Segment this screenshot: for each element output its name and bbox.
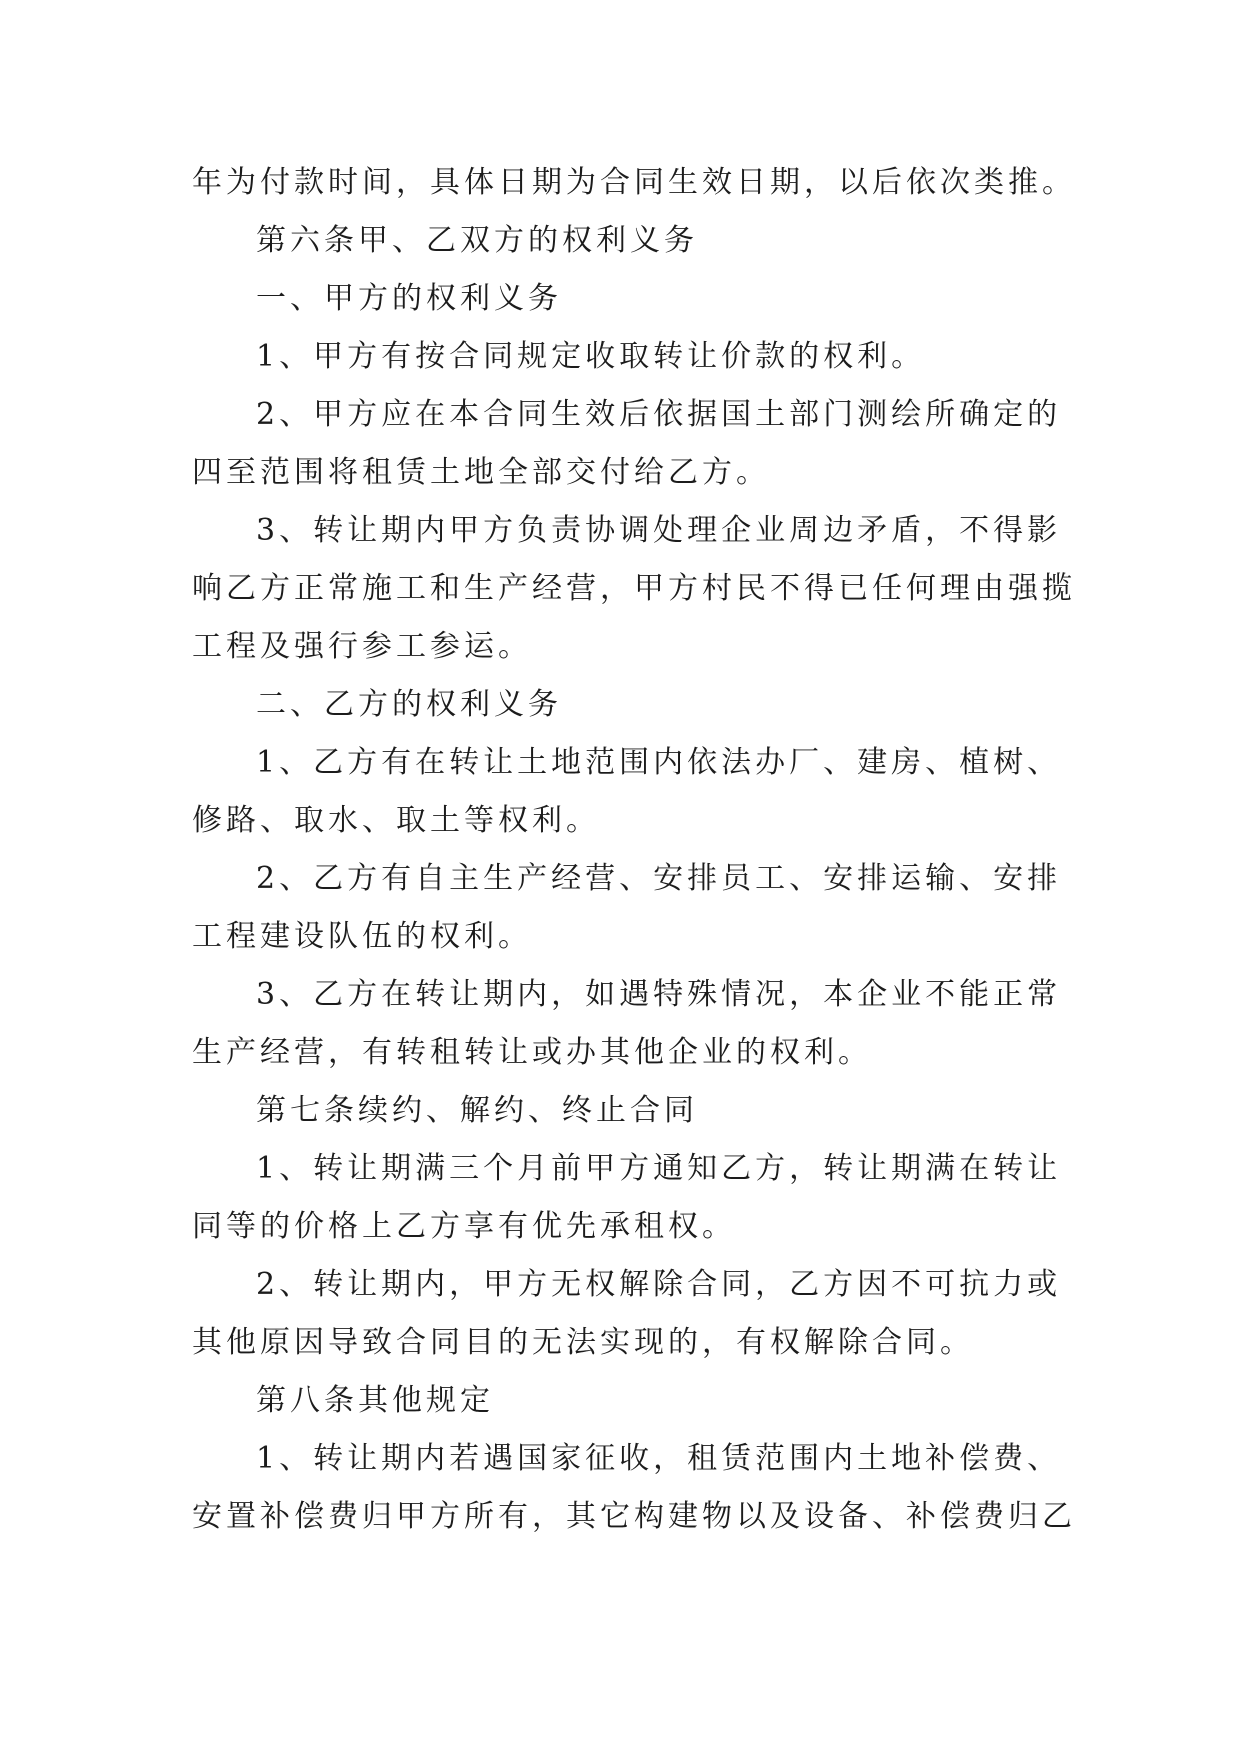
text-line: 2、转让期内，甲方无权解除合同，乙方因不可抗力或: [256, 1267, 1062, 1302]
text-line: 第六条甲、乙双方的权利义务: [256, 223, 698, 258]
text-line: 第八条其他规定: [256, 1383, 494, 1418]
paragraph-payment-time: [192, 154, 1076, 212]
paragraph-7-2: [192, 1256, 1062, 1372]
paragraph-b-3: [192, 966, 1062, 1082]
paragraph-a-2: [192, 386, 1062, 502]
text-line: 二、乙方的权利义务: [256, 687, 562, 722]
paragraph-a-3: [192, 502, 1076, 676]
paragraph-b-1: [192, 734, 1062, 850]
text-line: 响乙方正常施工和生产经营，甲方村民不得已任何理由强揽: [192, 571, 1076, 606]
paragraph-8-1: [192, 1430, 1076, 1546]
paragraph-b-2: [192, 850, 1062, 966]
text-line: 工程及强行参工参运。: [192, 629, 532, 664]
paragraph-a-1: [192, 328, 1062, 386]
text-line: 四至范围将租赁土地全部交付给乙方。: [192, 455, 770, 490]
text-line: 一、甲方的权利义务: [256, 281, 562, 316]
text-line: 修路、取水、取土等权利。: [192, 803, 600, 838]
text-line: 1、转让期满三个月前甲方通知乙方，转让期满在转让: [256, 1151, 1062, 1186]
text-line: 1、甲方有按合同规定收取转让价款的权利。: [256, 339, 926, 374]
heading-article-6: [192, 212, 1062, 270]
text-line: 1、乙方有在转让土地范围内依法办厂、建房、植树、: [256, 745, 1062, 780]
text-line: 同等的价格上乙方享有优先承租权。: [192, 1209, 736, 1244]
text-line: 生产经营，有转租转让或办其他企业的权利。: [192, 1035, 872, 1070]
text-line: 1、转让期内若遇国家征收，租赁范围内土地补偿费、: [256, 1441, 1062, 1476]
text-line: 其他原因导致合同目的无法实现的，有权解除合同。: [192, 1325, 974, 1360]
text-line: 安置补偿费归甲方所有，其它构建物以及设备、补偿费归乙: [192, 1499, 1076, 1534]
heading-article-8: [192, 1372, 1062, 1430]
text-line: 2、乙方有自主生产经营、安排员工、安排运输、安排: [256, 861, 1062, 896]
text-line: 工程建设队伍的权利。: [192, 919, 532, 954]
text-line: 3、转让期内甲方负责协调处理企业周边矛盾，不得影: [256, 513, 1062, 548]
text-line: 年为付款时间，具体日期为合同生效日期，以后依次类推。: [192, 165, 1076, 200]
paragraph-7-1: [192, 1140, 1062, 1256]
text-line: 2、甲方应在本合同生效后依据国土部门测绘所确定的: [256, 397, 1062, 432]
text-line: 第七条续约、解约、终止合同: [256, 1093, 698, 1128]
subheading-party-b: [192, 676, 1062, 734]
document-body: [192, 154, 1076, 1546]
text-line: 3、乙方在转让期内，如遇特殊情况，本企业不能正常: [256, 977, 1062, 1012]
heading-article-7: [192, 1082, 1062, 1140]
subheading-party-a: [192, 270, 1062, 328]
